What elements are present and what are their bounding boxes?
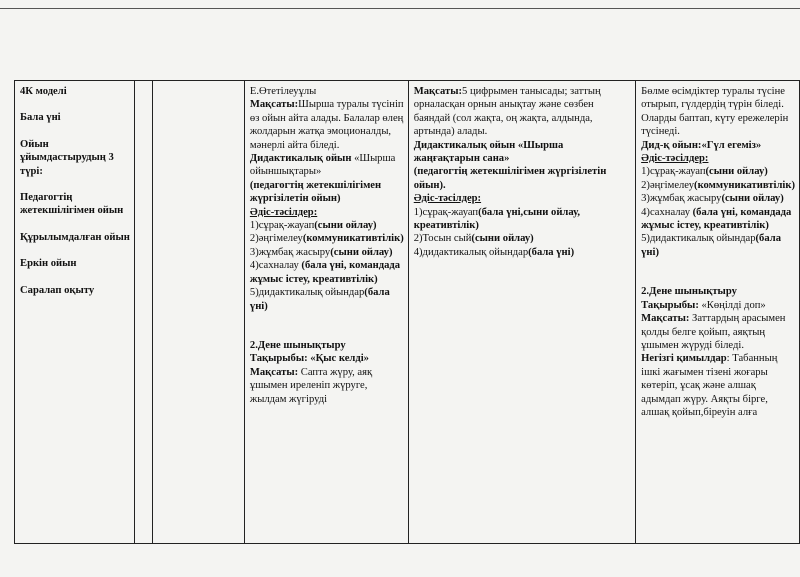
method-4-note: (бала үні, командада жұмыс істеу, креативтілік) — [249, 260, 401, 285]
col5-adis-label: Әдіс-тәсілдер: — [413, 193, 482, 205]
method-1-note: (сыни ойлау) — [314, 220, 377, 232]
dene-title: 2.Дене шынықтыру — [249, 339, 346, 351]
author-line: Е.Өтетілеуұлы — [249, 86, 317, 97]
col6-method-3: 3)жұмбақ жасыру — [641, 193, 722, 205]
col6-method-3-note: (сыни ойлау) — [721, 193, 784, 205]
maqsaty-label: Мақсаты: — [249, 99, 299, 111]
method-2-note: (коммуникативтілік) — [302, 233, 404, 245]
col6-method-1-note: (сыни ойлау) — [705, 166, 768, 178]
col6-method-4-note: (бала үні, командада жұмыс істеу, креативтілік) — [641, 206, 792, 232]
col6-method-2: 2)әңгімелеу — [641, 179, 695, 191]
method-5: 5)дидактикалық ойындар — [249, 287, 365, 299]
oiyn-type-3: Еркін ойын — [20, 258, 77, 270]
col6-method-4: 4)сахналау — [641, 206, 690, 218]
saralap-label: Саралап оқыту — [20, 284, 95, 296]
col5-method-2: 2)Тосын сый — [413, 233, 472, 245]
method-2: 2)әңгімелеу — [249, 233, 303, 245]
column-2-cell — [135, 81, 153, 544]
table-row — [15, 81, 800, 544]
col6-intro: Бөлме өсімдіктер туралы түсіне отырып, гүлдердің түрін біледі. Оларды баптап, күту ережелерін түсінеді. — [641, 86, 789, 138]
col6-method-5: 5)дидактикалық ойындар — [641, 233, 756, 245]
column-3-cell — [153, 81, 245, 544]
col5-didactic-note: (педагогтің жетекшілігімен жүргізілетін ойын). — [413, 166, 607, 191]
model-label: 4К моделі — [20, 86, 67, 97]
col6-method-5-note: (бала үні) — [641, 233, 781, 258]
col6-dene-title: 2.Дене шынықтыру — [641, 286, 737, 298]
col5-method-1-note: (бала үні,сыни ойлау, креативтілік) — [413, 206, 581, 232]
method-4: 4)сахналау — [249, 260, 299, 272]
col6-maqsaty-text: Заттардың арасымен қолды белге қойып, аяқтың ұшымен жүруді біледі. — [641, 313, 786, 351]
dene-maqsaty-text: Саптa жүру, аяқ ұшымен иреленіп жүруге, жылдам жүгіруді — [249, 366, 373, 405]
col6-didactic-label: Дид-қ ойын:«Гүл егеміз» — [641, 139, 762, 151]
oiyn-type-2: Құрылымдалған ойын — [20, 231, 130, 243]
method-3-note: (сыни ойлау) — [330, 246, 393, 258]
col5-method-3-note: (бала үні) — [528, 246, 575, 258]
col5-method-1: 1)сұрақ-жауап — [413, 206, 479, 218]
col6-method-1: 1)сұрақ-жауап — [641, 166, 706, 178]
didactic-title: «Шырша ойыншықтары» — [249, 153, 396, 178]
col6-method-2-note: (коммуникативтілік) — [694, 179, 795, 191]
didactic-note: (педагогтің жетекшілігімен жүргізілетін ойын) — [249, 179, 382, 205]
plan-table — [14, 80, 800, 544]
column-1-cell — [15, 81, 135, 544]
oiyn-title: Ойын ұйымдастырудың 3 түрі: — [20, 138, 114, 177]
col6-negizgi-label: Негізгі қимылдар — [641, 353, 727, 365]
col6-maqsaty-label: Мақсаты: — [641, 313, 690, 325]
top-rule — [0, 8, 800, 9]
col5-didactic-label: Дидактикалық ойын «Шырша жаңғақтарын сана» — [413, 139, 564, 165]
column-4-cell — [244, 81, 408, 544]
taqyryby-value: «Қыс келді» — [307, 353, 369, 365]
adis-label: Әдіс-тәсілдер: — [249, 206, 318, 218]
method-1: 1)сұрақ-жауап — [249, 220, 315, 232]
col5-maqsaty-label: Мақсаты: — [413, 86, 462, 97]
didactic-label: Дидактикалық ойын — [249, 153, 352, 165]
column-6-cell — [636, 81, 800, 544]
oiyn-type-1: Педагогтің жетекшілігімен ойын — [20, 192, 124, 217]
col6-adis-label: Әдіс-тәсілдер: — [641, 153, 709, 165]
col6-negizgi-text: : Табанның ішкі жағымен тізені жоғары көтеріп, ұсақ және алшақ адымдап жүру. Аяқты бірге, алшақ қойып,біреуін алға — [641, 353, 778, 418]
bala-uni-label: Бала үні — [20, 112, 61, 124]
col6-taqyryby-label: Тақырыбы: — [641, 299, 699, 311]
maqsaty-text: Шырша туралы түсініп өз ойын айта алады. Балалар өлең жолдарын жатқа эмоционалды, мәнерлі айта біледі. — [249, 99, 404, 151]
dene-maqsaty-label: Мақсаты: — [249, 366, 299, 378]
method-3: 3)жұмбақ жасыру — [249, 246, 331, 258]
taqyryby-label: Тақырыбы: — [249, 353, 308, 365]
col5-method-2-note: (сыни ойлау) — [471, 233, 534, 245]
col5-method-3: 4)дидактикалық ойындар — [413, 246, 529, 258]
col6-taqyryby-value: «Көңілді доп» — [698, 299, 766, 311]
column-5-cell — [408, 81, 635, 544]
method-5-note: (бала үні) — [249, 287, 390, 312]
col5-maqsaty-text: 5 цифрымен таныcады; заттың орналасқан орнын анықтау және сөзбен баяндай (сол жақта, оң жақта, алдында, артында) алады. — [413, 86, 601, 138]
